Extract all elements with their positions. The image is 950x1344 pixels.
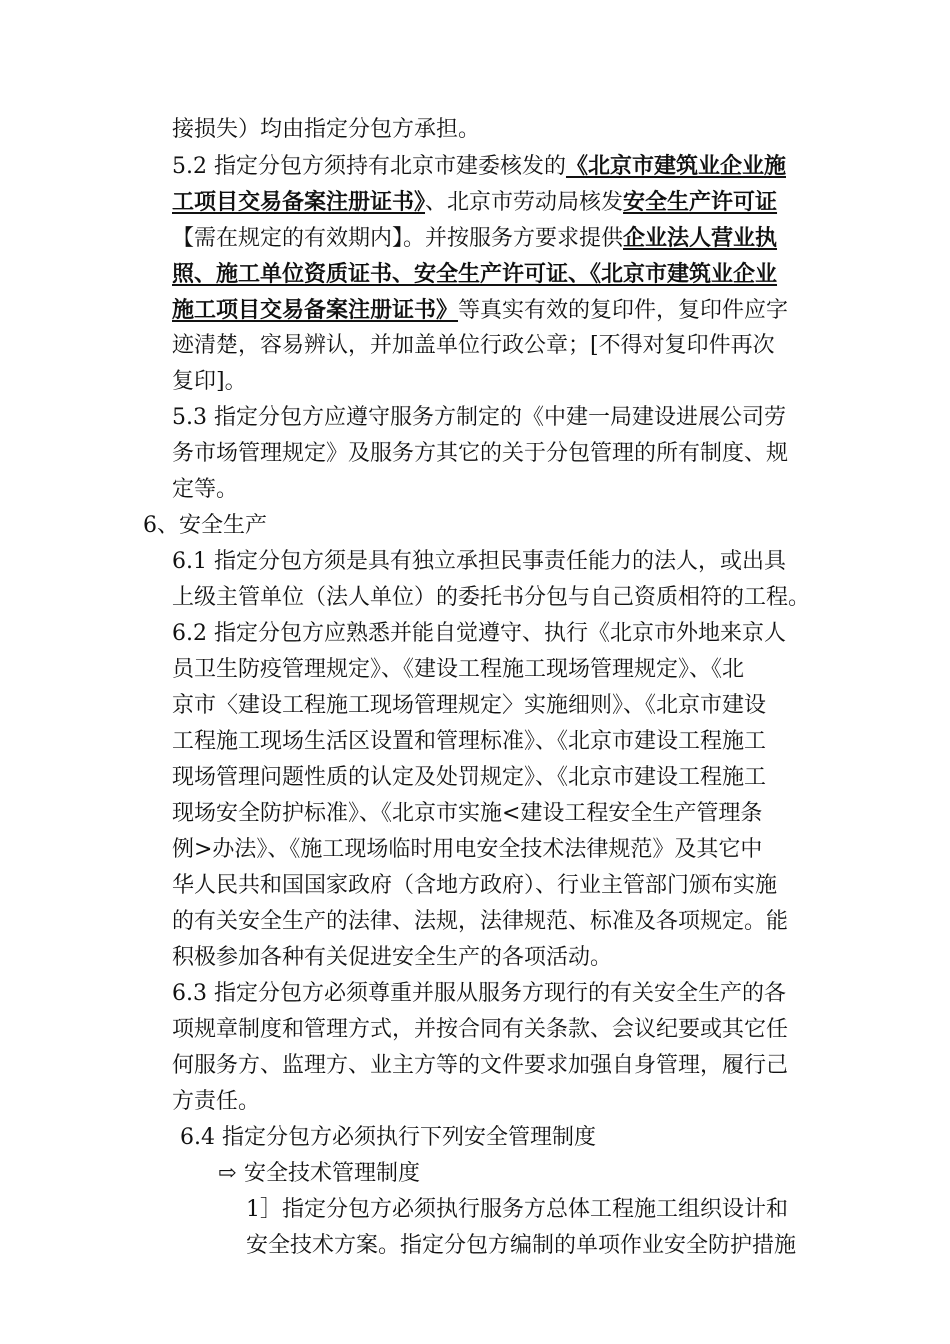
text-line: 现场安全防护标准》、《北京市实施<建设工程安全生产管理条 <box>172 801 763 826</box>
text-line: 施工项目交易备案注册证书》等真实有效的复印件，复印件应字 <box>172 297 789 323</box>
text-line: 复印]。 <box>172 369 247 394</box>
text-line: 安全技术方案。指定分包方编制的单项作业安全防护措施 <box>246 1233 797 1258</box>
clause-6-3: 6.3 指定分包方必须尊重并服从服务方现行的有关安全生产的各 <box>172 981 786 1006</box>
bullet-item: ⇨ 安全技术管理制度 <box>218 1158 420 1190</box>
certificate-title-underlined: 施工项目交易备案注册证书》 <box>172 297 459 323</box>
clause-6-4: 6.4 指定分包方必须执行下列安全管理制度 <box>180 1125 596 1150</box>
text-line: 务市场管理规定》及服务方其它的关于分包管理的所有制度、规 <box>172 441 789 466</box>
text-line: 定等。 <box>172 477 239 502</box>
text-line <box>172 258 777 291</box>
certificate-title-underlined: 工项目交易备案注册证书》 <box>172 189 426 215</box>
text-line: 迹清楚，容易辨认，并加盖单位行政公章；[不得对复印件再次 <box>172 333 775 358</box>
text-line: 方责任。 <box>172 1089 261 1114</box>
safety-permit-underlined: 安全生产许可证 <box>623 189 778 215</box>
text-line: 员卫生防疫管理规定》、《建设工程施工现场管理规定》、《北 <box>172 657 745 682</box>
certificate-title-underlined: 《北京市建筑业企业施 <box>565 153 786 179</box>
numbered-item-1: 1］指定分包方必须执行服务方总体工程施工组织设计和 <box>246 1197 788 1222</box>
text-line: 的有关安全生产的法律、法规，法律规范、标准及各项规定。能 <box>172 909 789 934</box>
text-line: 工项目交易备案注册证书》、北京市劳动局核发安全生产许可证 <box>172 189 778 215</box>
text-line: 例>办法》、《施工现场临时用电安全技术法律规范》及其它中 <box>172 837 763 862</box>
text-line: 何服务方、监理方、业主方等的文件要求加强自身管理，履行己 <box>172 1053 789 1078</box>
text-line: 现场管理问题性质的认定及处罚规定》、《北京市建设工程施工 <box>172 765 767 790</box>
license-underlined: 企业法人营业执 <box>623 225 778 251</box>
clause-6-2: 6.2 指定分包方应熟悉并能自觉遵守、执行《北京市外地来京人 <box>172 621 786 646</box>
text-line: 接损失）均由指定分包方承担。 <box>172 117 481 142</box>
text-line: 工程施工现场生活区设置和管理标准》、《北京市建设工程施工 <box>172 729 767 754</box>
arrow-right-icon: ⇨ <box>218 1161 237 1186</box>
clause-6-1: 6.1 指定分包方须是具有独立承担民事责任能力的法人，或出具 <box>172 549 786 574</box>
text-line: 京市〈建设工程施工现场管理规定〉实施细则》、《北京市建设 <box>172 693 767 718</box>
text-line: 积极参加各种有关促进安全生产的各项活动。 <box>172 945 613 970</box>
text-line: 项规章制度和管理方式，并按合同有关条款、会议纪要或其它任 <box>172 1017 789 1042</box>
section-heading-6: 6、安全生产 <box>143 513 267 538</box>
clause-5-2: 5.2 指定分包方须持有北京市建委核发的《北京市建筑业企业施 <box>172 153 786 179</box>
text-line: 华人民共和国国家政府（含地方政府）、行业主管部门颁布实施 <box>172 873 778 898</box>
text-line: 【需在规定的有效期内】。并按服务方要求提供企业法人营业执 <box>172 225 778 251</box>
text-line: 上级主管单位（法人单位）的委托书分包与自己资质相符的工程。 <box>172 585 811 610</box>
documents-underlined: 照、施工单位资质证书、安全生产许可证、《北京市建筑业企业 <box>172 261 778 287</box>
clause-5-3: 5.3 指定分包方应遵守服务方制定的《中建一局建设进展公司劳 <box>172 405 786 430</box>
